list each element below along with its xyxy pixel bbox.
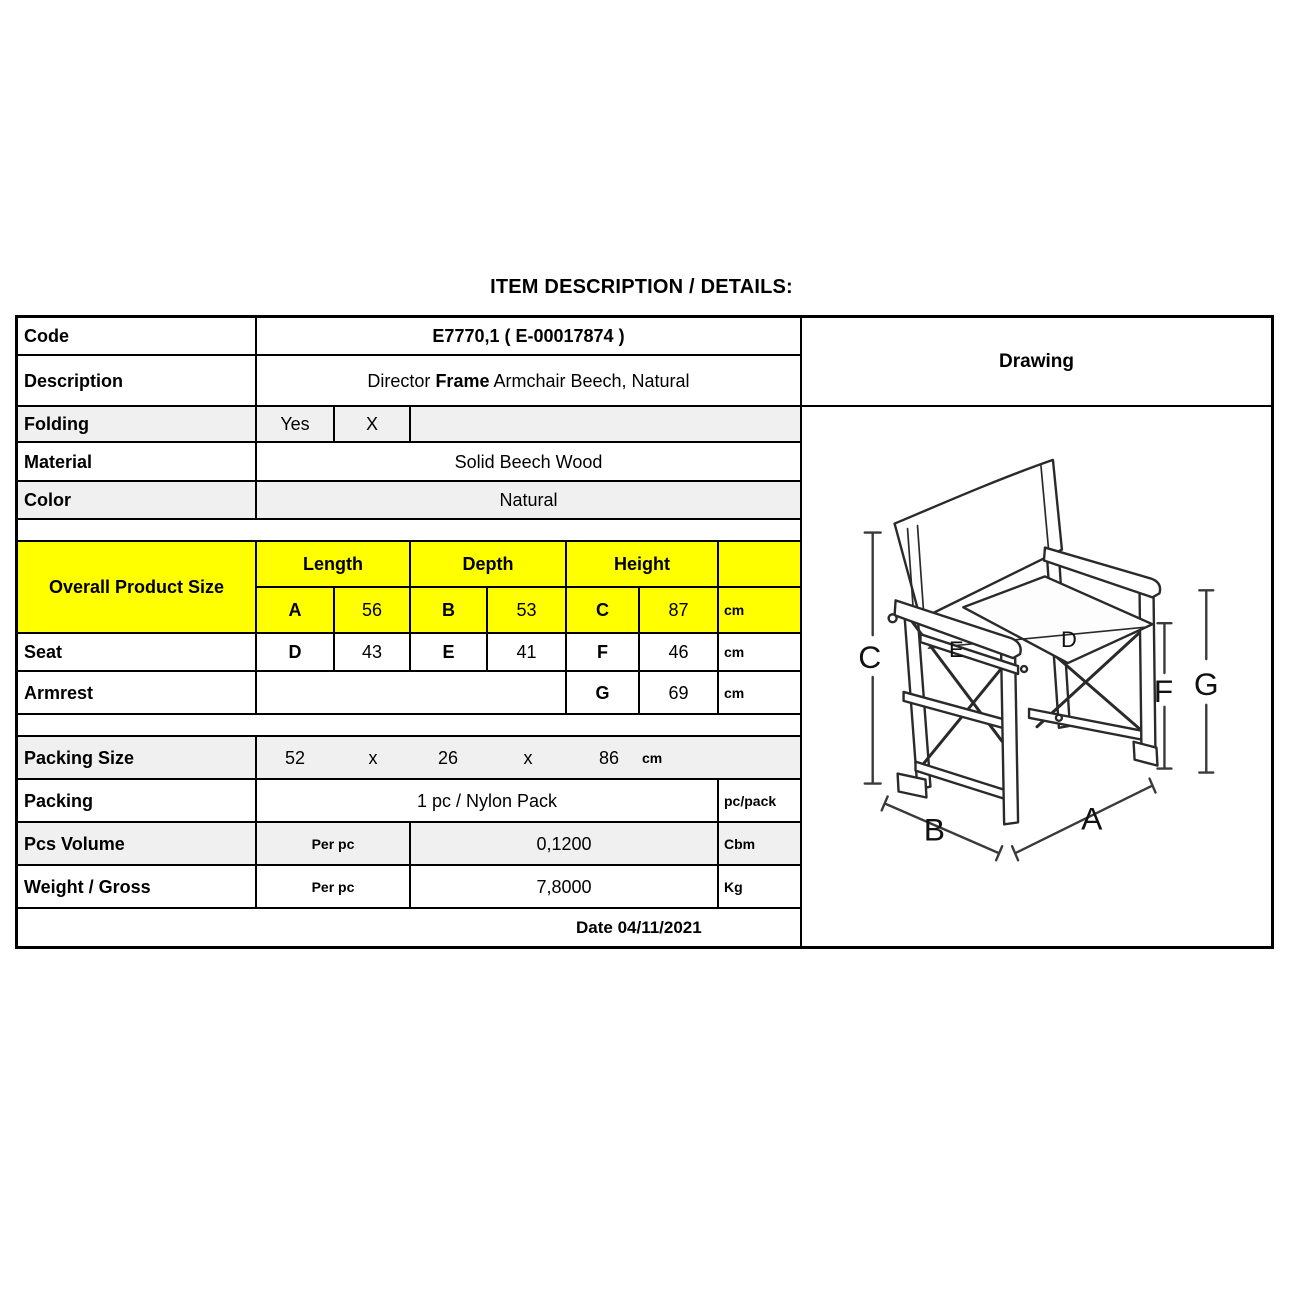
packing-size-values (255, 735, 800, 778)
folding-empty-cell (409, 405, 800, 441)
date-row: Date 04/11/2021 (18, 907, 800, 946)
seat-key-f: F (565, 632, 638, 670)
header-height: Height (565, 540, 717, 586)
description-value (255, 354, 800, 405)
drawing-area (800, 405, 1271, 946)
dim-label-b: B (923, 811, 946, 848)
weight-label: Weight / Gross (18, 864, 255, 907)
chair-front-left-leg (1001, 652, 1018, 824)
packing-size-x2: x (523, 747, 533, 768)
dim-label-c: C (858, 639, 882, 676)
packing-unit: pc/pack (717, 778, 800, 821)
packing-size-d2: 26 (437, 747, 459, 768)
packing-label: Packing (18, 778, 255, 821)
packing-size-x1: x (368, 747, 378, 768)
armrest-unit: cm (717, 670, 800, 713)
seat-key-e: E (409, 632, 486, 670)
drawing-header: Drawing (800, 318, 1271, 405)
pcs-volume-per: Per pc (255, 821, 409, 864)
weight-value: 7,8000 (409, 864, 717, 907)
seat-key-d: D (255, 632, 333, 670)
dim-label-f: F (1153, 672, 1174, 709)
color-value: Natural (255, 480, 800, 518)
overall-size-label: Overall Product Size (18, 540, 255, 632)
header-depth: Depth (409, 540, 565, 586)
header-unit-empty (717, 540, 800, 586)
weight-unit: Kg (717, 864, 800, 907)
overall-value-a: 56 (333, 586, 409, 632)
folding-yes-cell: Yes (255, 405, 333, 441)
chair-hinge-knob (1056, 715, 1062, 721)
description-label: Description (18, 354, 255, 405)
overall-unit: cm (717, 586, 800, 632)
code-value: E7770,1 ( E-00017874 ) (255, 318, 800, 354)
seat-value-d: 43 (333, 632, 409, 670)
armrest-label: Armrest (18, 670, 255, 713)
packing-size-unit: cm (642, 749, 663, 766)
spacer-row (18, 518, 800, 540)
folding-label: Folding (18, 405, 255, 441)
chair-hinge-knob (1021, 666, 1027, 672)
overall-key-b: B (409, 586, 486, 632)
dim-label-g: G (1193, 665, 1219, 702)
spec-table (15, 315, 1274, 949)
armrest-value-g: 69 (638, 670, 717, 713)
dim-label-e: E (949, 637, 964, 663)
page-title: ITEM DESCRIPTION / DETAILS: (490, 276, 793, 298)
spacer-row (18, 713, 800, 735)
material-value: Solid Beech Wood (255, 441, 800, 480)
color-label: Color (18, 480, 255, 518)
pcs-volume-unit: Cbm (717, 821, 800, 864)
pcs-volume-label: Pcs Volume (18, 821, 255, 864)
material-label: Material (18, 441, 255, 480)
header-length: Length (255, 540, 409, 586)
overall-value-c: 87 (638, 586, 717, 632)
overall-key-c: C (565, 586, 638, 632)
folding-mark-cell: X (333, 405, 409, 441)
seat-value-f: 46 (638, 632, 717, 670)
chair-drawing (802, 407, 1271, 946)
seat-unit: cm (717, 632, 800, 670)
seat-label: Seat (18, 632, 255, 670)
weight-per: Per pc (255, 864, 409, 907)
packing-size-label: Packing Size (18, 735, 255, 778)
overall-value-b: 53 (486, 586, 565, 632)
packing-size-d1: 52 (284, 747, 306, 768)
code-label: Code (24, 326, 69, 346)
packing-size-d3: 86 (598, 747, 620, 768)
seat-value-e: 41 (486, 632, 565, 670)
packing-value: 1 pc / Nylon Pack (255, 778, 717, 821)
chair-hinge-knob (889, 614, 897, 622)
overall-key-a: A (255, 586, 333, 632)
armrest-key-g: G (565, 670, 638, 713)
pcs-volume-value: 0,1200 (409, 821, 717, 864)
armrest-empty-cell (255, 670, 565, 713)
dim-label-a: A (1081, 800, 1103, 837)
description-text: Director Frame Armchair Beech, Natural (367, 370, 690, 391)
dim-label-d: D (1060, 627, 1077, 653)
